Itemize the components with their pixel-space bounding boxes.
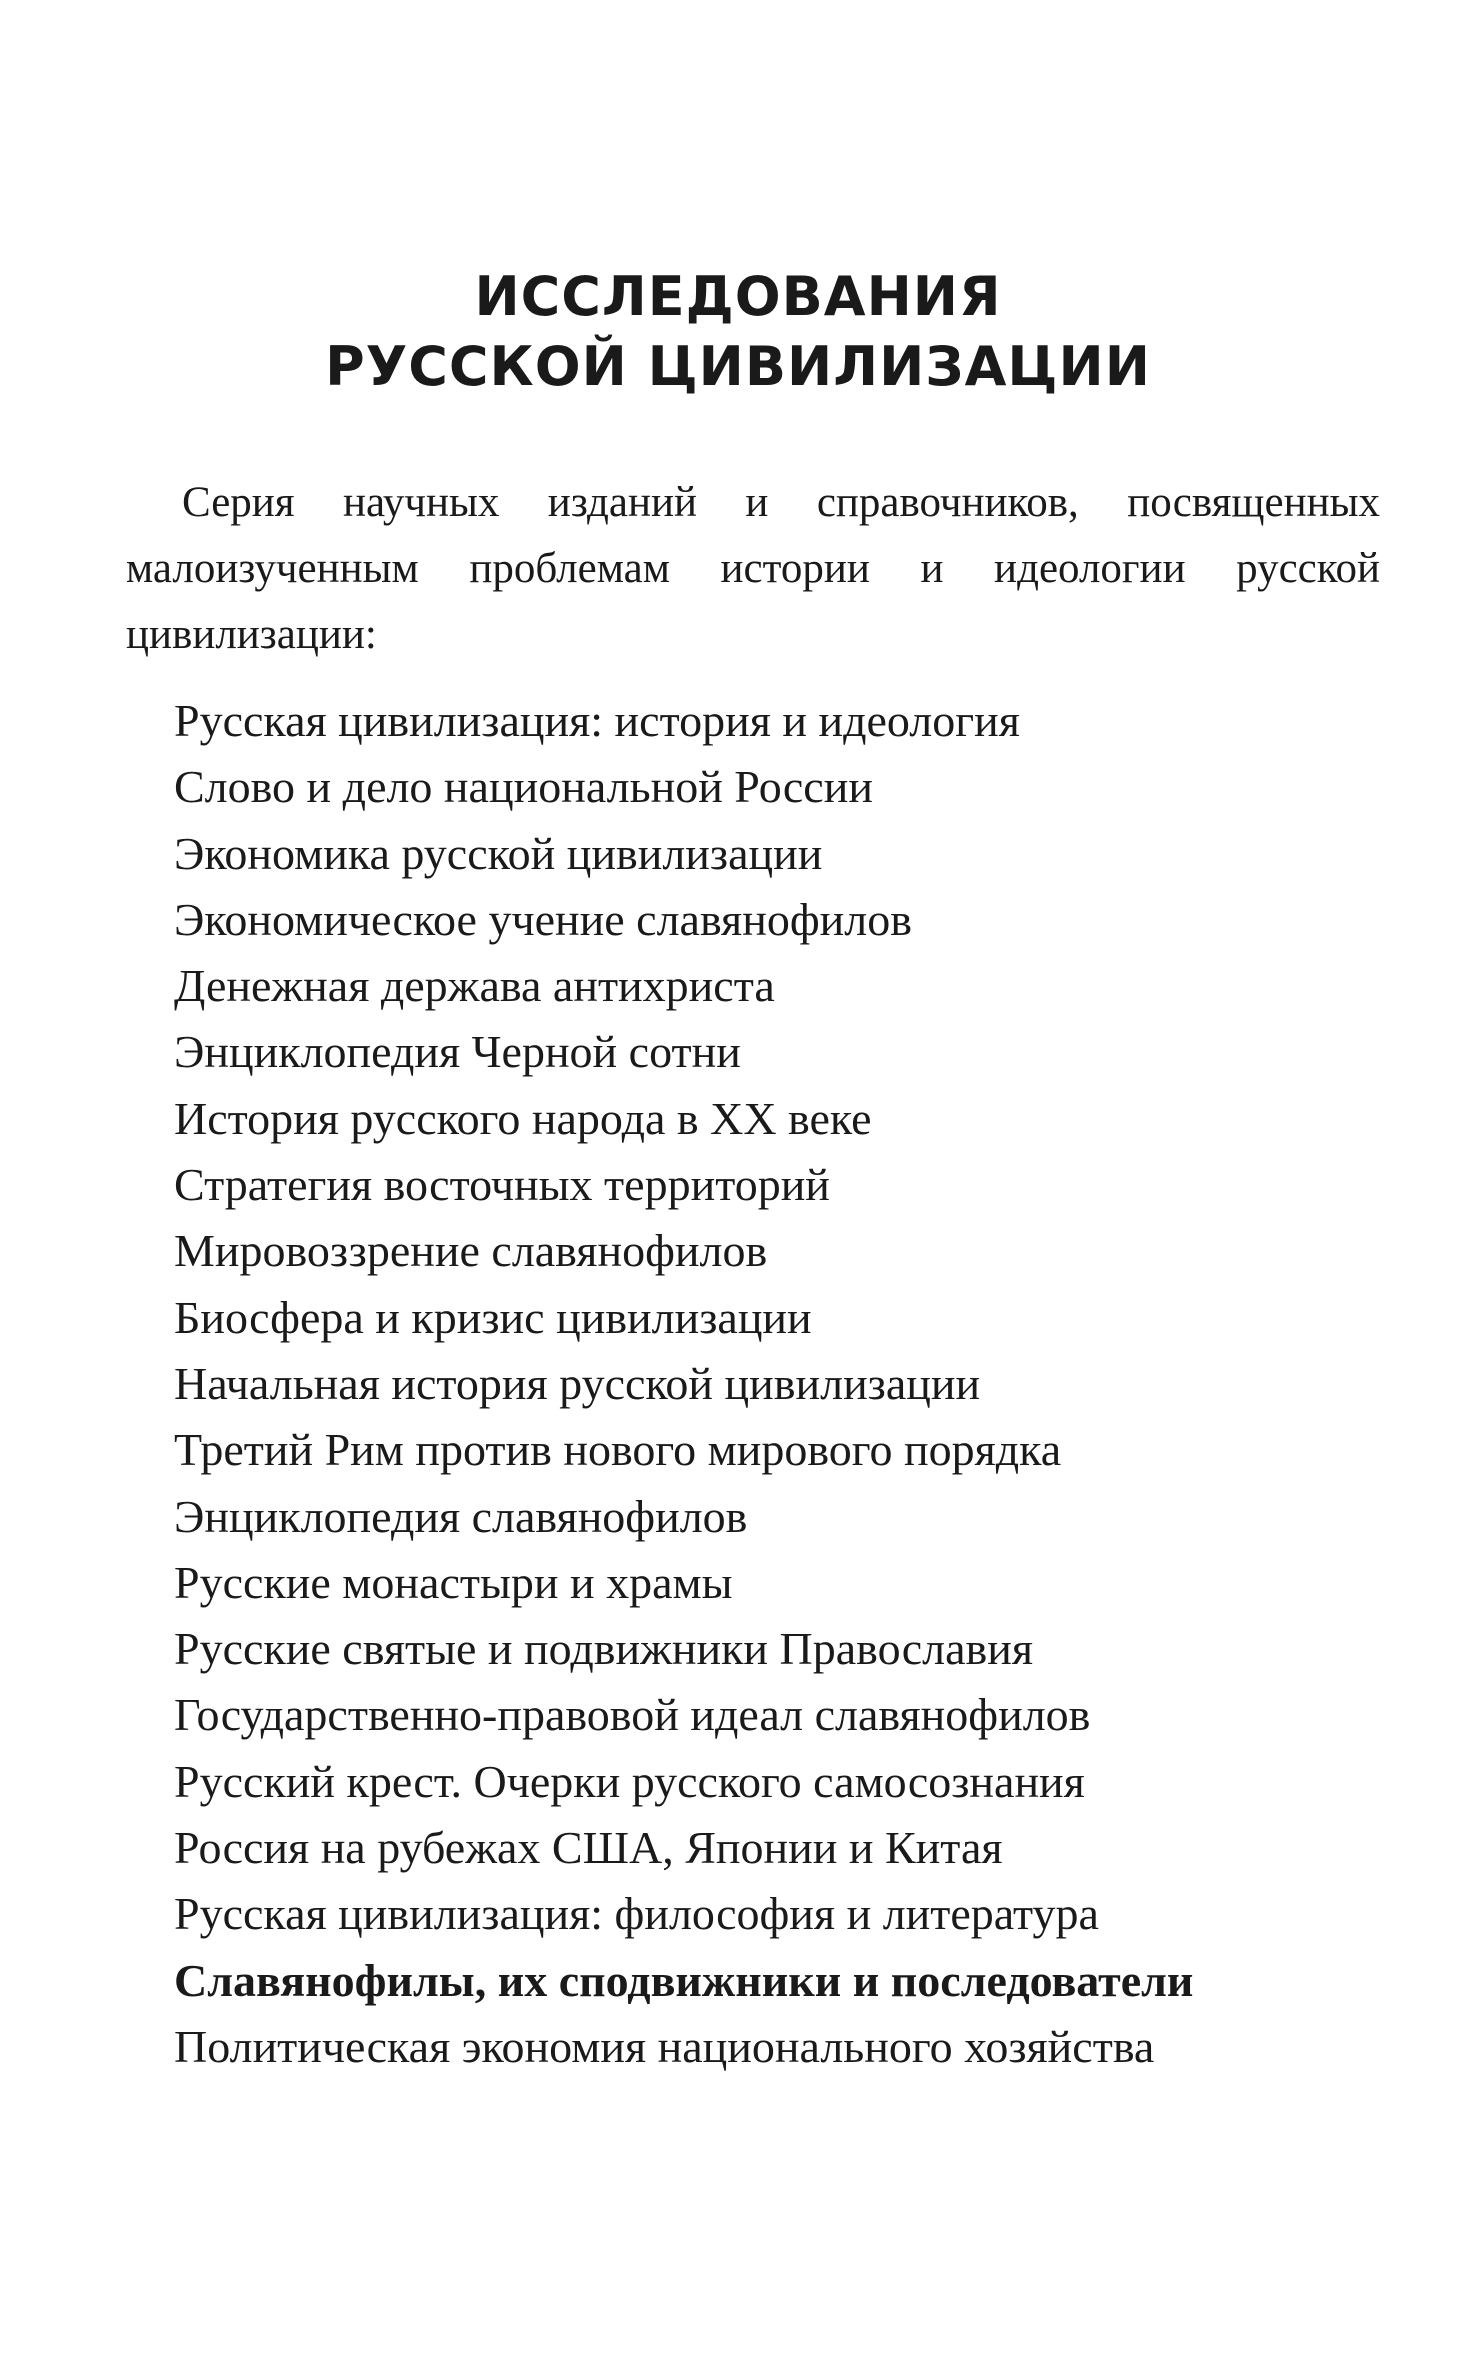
book-title: Русский крест. Очерки русского самосознания — [174, 1755, 1085, 1807]
book-title: История русского народа в XX веке — [174, 1092, 872, 1144]
book-title: Биосфера и кризис цивилизации — [174, 1291, 812, 1343]
book-title: Политическая экономия национального хозяйства — [174, 2020, 1155, 2072]
book-title: Государственно-правовой идеал славянофилов — [174, 1689, 1091, 1741]
book-title: Россия на рубежах США, Японии и Китая — [174, 1822, 1003, 1874]
series-title-line-1: ИССЛЕДОВАНИЯ — [474, 265, 1002, 328]
book-title: Третий Рим против нового мирового порядка — [174, 1424, 1062, 1476]
series-title — [0, 262, 1476, 402]
book-title: Мировоззрение славянофилов — [174, 1225, 768, 1277]
book-title: Русские святые и подвижники Православия — [174, 1623, 1034, 1675]
book-title: Стратегия восточных территорий — [174, 1159, 830, 1211]
book-title: Экономика русской цивилизации — [174, 827, 823, 879]
book-title: Русская цивилизация: история и идеология — [174, 695, 1020, 746]
series-title-line-2: РУССКОЙ ЦИВИЛИЗАЦИИ — [325, 335, 1151, 398]
book-title: Энциклопедия Черной сотни — [174, 1026, 741, 1078]
book-title: Русская цивилизация: философия и литература — [174, 1888, 1099, 1940]
book-title: Энциклопедия славянофилов — [174, 1490, 748, 1542]
book-title: Экономическое учение славянофилов — [174, 893, 912, 945]
series-description: Серия научных изданий и справочников, посвященных малоизученным проблемам истории и идеологии русской цивилизации: — [126, 479, 1380, 658]
book-title: Начальная история русской цивилизации — [174, 1357, 981, 1409]
book-list — [174, 688, 1374, 2080]
book-title: Денежная держава антихриста — [174, 960, 775, 1012]
book-title: Слово и дело национальной России — [174, 761, 873, 813]
book-title-current: Славянофилы, их сподвижники и последователи — [174, 1954, 1194, 2006]
book-title: Русские монастыри и храмы — [174, 1556, 733, 1608]
